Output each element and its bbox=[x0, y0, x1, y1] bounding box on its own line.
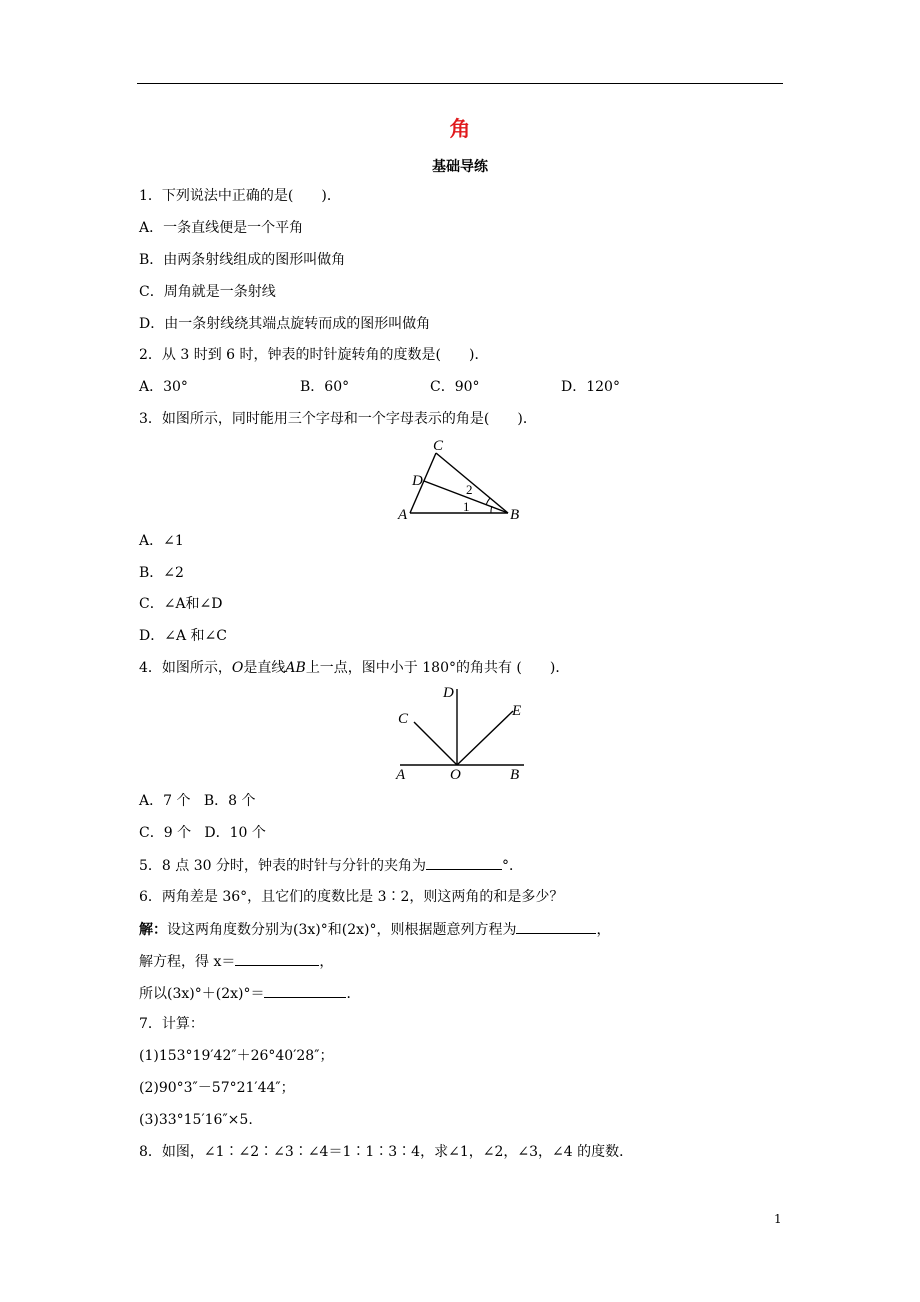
q3-triangle-figure bbox=[390, 432, 540, 524]
ray-oc bbox=[414, 722, 457, 765]
q6-stem: 6．两角差是 36°，且它们的度数比是 3∶2，则这两角的和是多少？ bbox=[139, 889, 564, 905]
label-b: B bbox=[510, 507, 520, 523]
q3-stem: 3．如图所示，同时能用三个字母和一个字母表示的角是( )． bbox=[139, 411, 537, 427]
q3-option-a: A．∠1 bbox=[139, 533, 184, 549]
ray-oe bbox=[457, 711, 513, 765]
page-number: 1 bbox=[774, 1212, 782, 1226]
q4-rays-figure bbox=[390, 683, 540, 785]
q5-answer-blank bbox=[426, 855, 502, 870]
label-d: D bbox=[412, 473, 423, 489]
label-angle-1: 1 bbox=[463, 499, 470, 514]
q2-stem: 2．从 3 时到 6 时，钟表的时针旋转角的度数是( )． bbox=[139, 347, 489, 363]
q6-solution-line3: 所以(3x)°＋(2x)°＝ ． bbox=[139, 983, 360, 1004]
q7-part-2: (2)90°3″－57°21′44″； bbox=[139, 1080, 295, 1096]
q4-options-row1: A．7 个 B．8 个 bbox=[139, 793, 256, 809]
section-subtitle: 基础导练 bbox=[432, 159, 488, 175]
q2-option-d: D．120° bbox=[561, 379, 620, 395]
q2-option-b: B．60° bbox=[300, 379, 350, 395]
q7-part-1: (1)153°19′42″＋26°40′28″； bbox=[139, 1048, 334, 1064]
q1-option-c: C．周角就是一条射线 bbox=[139, 284, 276, 300]
q4-stem: 4．如图所示，O是直线AB上一点，图中小于 180°的角共有 ( )． bbox=[139, 660, 570, 676]
q6-solution-line1: 解：设这两角度数分别为(3x)°和(2x)°，则根据题意列方程为 ， bbox=[139, 919, 610, 940]
label-a: A bbox=[398, 507, 408, 523]
angle-2-arc bbox=[486, 498, 490, 505]
q5-stem: 5．8 点 30 分时，钟表的时针与分针的夹角为 °． bbox=[139, 855, 523, 876]
q7-part-3: (3)33°15′16″×5. bbox=[139, 1112, 253, 1128]
page-title: 角 bbox=[449, 117, 471, 141]
label-o: O bbox=[450, 767, 461, 783]
q6-equation-blank bbox=[516, 919, 596, 934]
q7-stem: 7．计算： bbox=[139, 1016, 204, 1032]
q2-option-a: A．30° bbox=[139, 379, 188, 395]
label-c: C bbox=[398, 711, 409, 727]
q3-option-d: D．∠A 和∠C bbox=[139, 628, 227, 644]
label-e: E bbox=[512, 703, 522, 719]
q4-options-row2: C．9 个 D．10 个 bbox=[139, 825, 266, 841]
q1-option-a: A．一条直线便是一个平角 bbox=[139, 220, 304, 236]
q1-option-b: B．由两条射线组成的图形叫做角 bbox=[139, 252, 346, 268]
q3-option-b: B．∠2 bbox=[139, 565, 184, 581]
header-rule bbox=[137, 83, 783, 84]
q6-sum-blank bbox=[264, 983, 346, 998]
label-angle-2: 2 bbox=[466, 482, 473, 497]
label-b: B bbox=[510, 767, 520, 783]
q1-option-d: D．由一条射线绕其端点旋转而成的图形叫做角 bbox=[139, 316, 431, 332]
q1-stem: 1．下列说法中正确的是( )． bbox=[139, 188, 341, 204]
q6-x-blank bbox=[235, 951, 319, 966]
q2-option-c: C．90° bbox=[430, 379, 480, 395]
label-a: A bbox=[396, 767, 406, 783]
label-c: C bbox=[433, 438, 444, 454]
q6-solution-line2: 解方程，得 x＝ ， bbox=[139, 951, 333, 972]
label-d: D bbox=[443, 685, 454, 701]
q3-option-c: C．∠A和∠D bbox=[139, 596, 223, 612]
q8-stem: 8．如图，∠1∶∠2∶∠3∶∠4＝1∶1∶3∶4，求∠1，∠2，∠3，∠4 的度数． bbox=[139, 1144, 634, 1160]
